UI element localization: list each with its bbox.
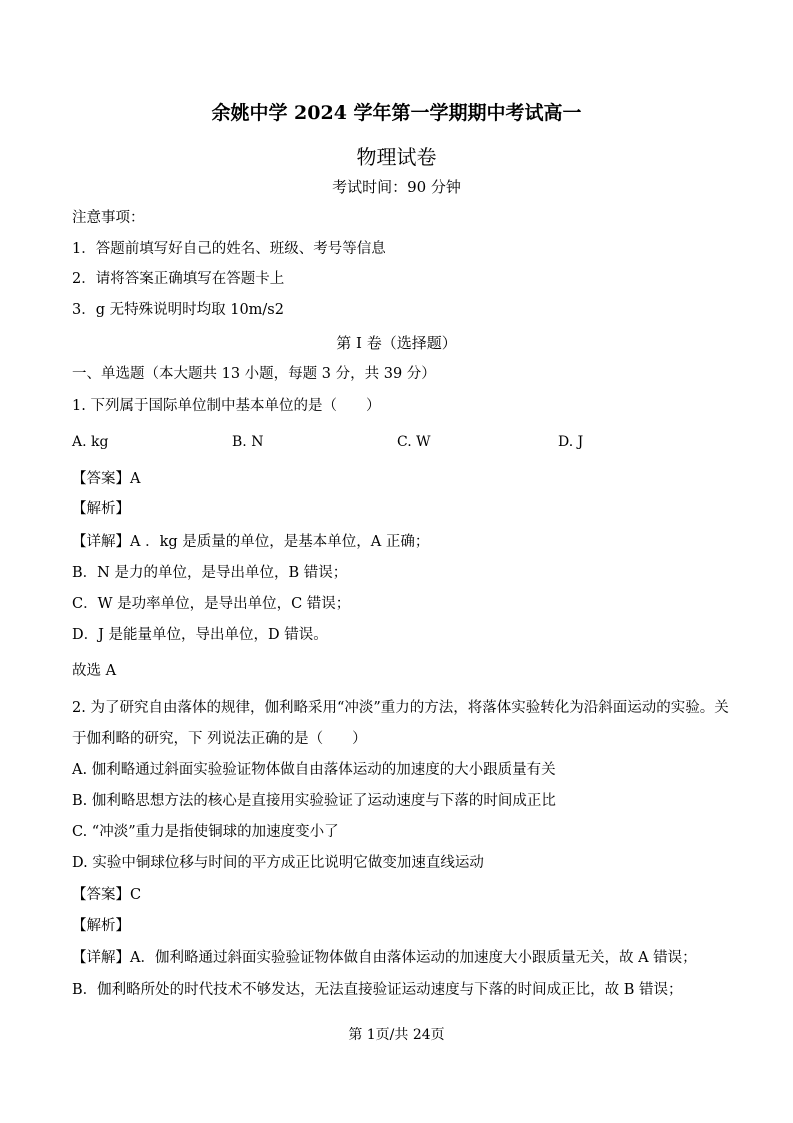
notes-heading: 注意事项：	[72, 210, 145, 226]
part-heading: 第 I 卷（选择题）	[336, 334, 457, 352]
q1-detail-line: B．N 是力的单位，是导出单位，B 错误；	[72, 565, 348, 581]
q1-conclusion: 故选 A	[72, 663, 117, 679]
q1-detail-line: C．W 是功率单位，是导出单位，C 错误；	[72, 596, 351, 612]
q1-option-a: A. kg	[72, 434, 109, 450]
page-footer: 第 1页/共 24页	[348, 1027, 445, 1043]
section-intro: 一、单选题（本大题共 13 小题，每题 3 分，共 39 分）	[72, 366, 436, 382]
question-1-stem: 1. 下列属于国际单位制中基本单位的是（ ）	[72, 398, 381, 414]
q2-option-c: C. “冲淡”重力是指使铜球的加速度变小了	[72, 824, 339, 840]
q1-option-c: C. W	[397, 434, 431, 450]
q2-detail-line: B．伽利略所处的时代技术不够发达，无法直接验证运动速度与下落的时间成正比，故 B 错误；	[72, 982, 683, 998]
note-item: 1．答题前填写好自己的姓名、班级、考号等信息	[72, 241, 386, 257]
note-item: 3．g 无特殊说明时均取 10m/s2	[72, 302, 284, 318]
q1-analysis-label: 【解析】	[72, 501, 130, 517]
q2-option-d: D. 实验中铜球位移与时间的平方成正比说明它做变加速直线运动	[72, 855, 484, 871]
q1-answer: 【答案】A	[72, 471, 141, 487]
q1-option-d: D. J	[558, 434, 584, 450]
exam-title: 余姚中学 2024 学年第一学期期中考试高一	[211, 102, 582, 124]
subject-title: 物理试卷	[356, 145, 437, 169]
exam-time: 考试时间：90 分钟	[332, 178, 461, 196]
q2-option-b: B. 伽利略思想方法的核心是直接用实验验证了运动速度与下落的时间成正比	[72, 793, 556, 809]
q2-answer: 【答案】C	[72, 887, 142, 903]
q2-option-a: A. 伽利略通过斜面实验验证物体做自由落体运动的加速度的大小跟质量有关	[72, 762, 556, 778]
question-2-stem-cont: 于伽利略的研究，下 列说法正确的是（ ）	[72, 731, 367, 747]
q2-analysis-label: 【解析】	[72, 918, 130, 934]
q1-detail-line: 【详解】A ．kg 是质量的单位，是基本单位，A 正确；	[72, 534, 430, 550]
q2-detail-line: 【详解】A．伽利略通过斜面实验验证物体做自由落体运动的加速度大小跟质量无关，故 A 错误；	[72, 950, 697, 966]
q1-option-b: B. N	[232, 434, 264, 450]
q1-detail-line: D．J 是能量单位，导出单位，D 错误。	[72, 627, 328, 643]
question-2-stem: 2. 为了研究自由落体的规律，伽利略采用“冲淡”重力的方法，将落体实验转化为沿斜面运动的实验。关	[72, 700, 729, 716]
note-item: 2．请将答案正确填写在答题卡上	[72, 271, 285, 287]
